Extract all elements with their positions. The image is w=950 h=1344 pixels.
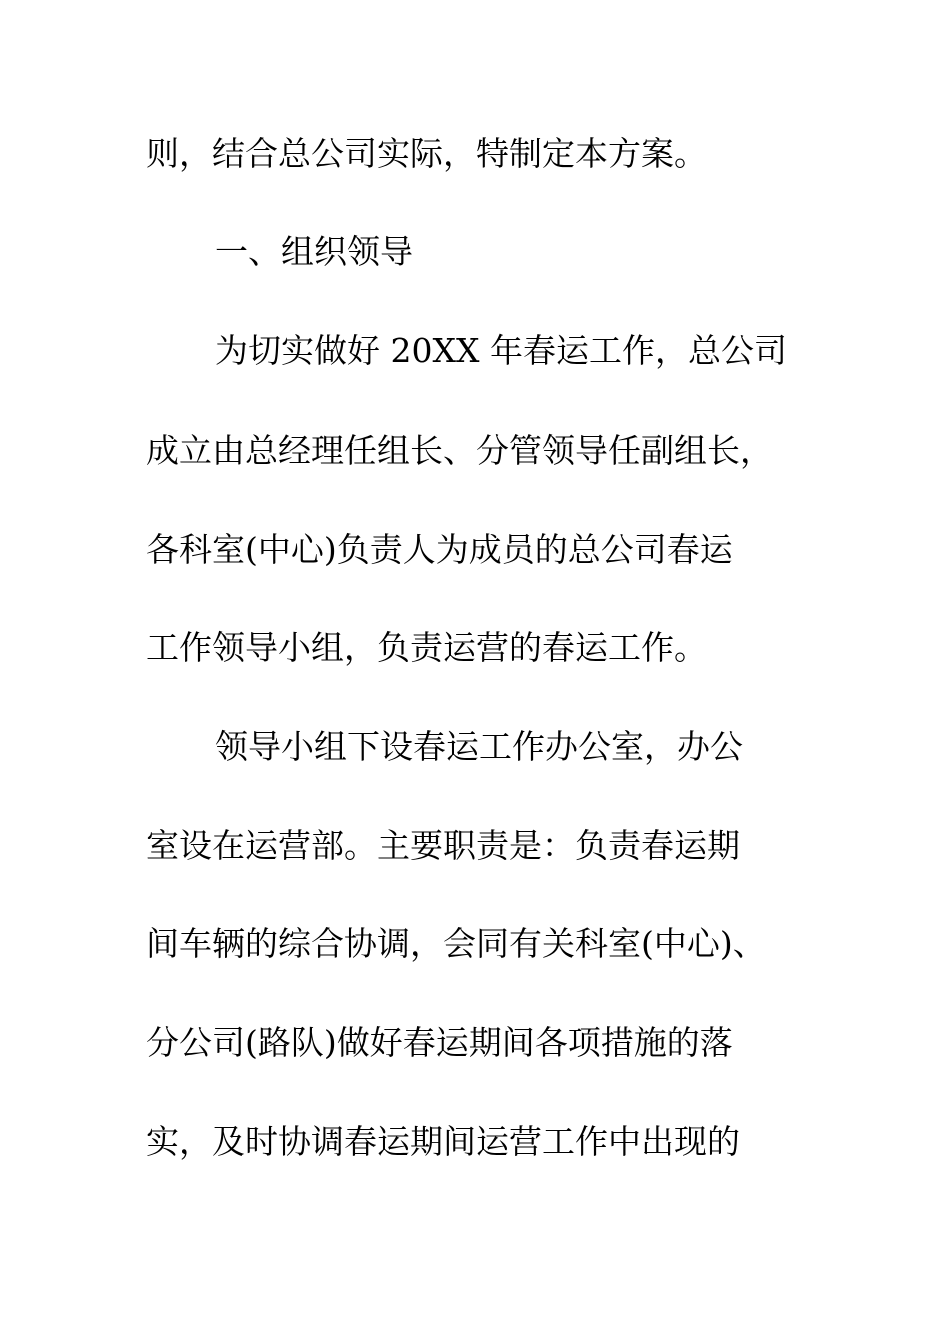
text-line-4: 成立由总经理任组长、分管领导任副组长， bbox=[146, 431, 773, 470]
text-line-7: 领导小组下设春运工作办公室，办公 bbox=[215, 727, 743, 766]
text-line-1: 则，结合总公司实际，特制定本方案。 bbox=[146, 134, 707, 173]
text-line-6: 工作领导小组，负责运营的春运工作。 bbox=[146, 628, 707, 667]
text-line-8: 室设在运营部。主要职责是：负责春运期 bbox=[146, 826, 740, 865]
text-line-11: 实，及时协调春运期间运营工作中出现的 bbox=[146, 1122, 740, 1161]
section-heading: 一、组织领导 bbox=[215, 232, 413, 271]
text-line-9: 间车辆的综合协调，会同有关科室(中心)、 bbox=[146, 924, 766, 963]
text-line-3: 为切实做好 20XX 年春运工作，总公司 bbox=[215, 331, 787, 370]
text-line-5: 各科室(中心)负责人为成员的总公司春运 bbox=[146, 530, 733, 569]
text-line-10: 分公司(路队)做好春运期间各项措施的落 bbox=[146, 1023, 733, 1062]
